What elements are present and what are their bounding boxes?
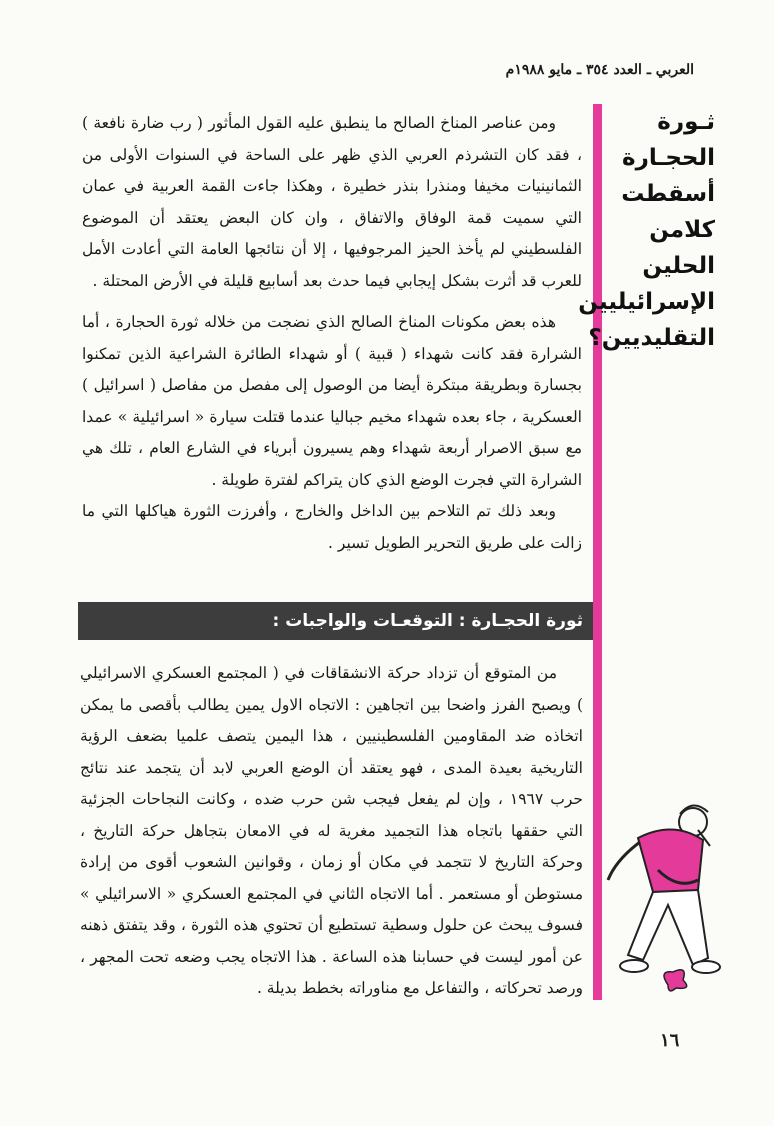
side-title-line: ثـورة: [657, 109, 715, 135]
running-head: العربي ـ العدد ٣٥٤ ـ مايو ١٩٨٨م: [505, 62, 694, 78]
body-section-2: [80, 658, 583, 1005]
side-title: [578, 104, 715, 356]
cartoon-figure-icon: [598, 780, 733, 995]
side-title-line: أسقطت: [621, 181, 715, 207]
side-title-line: التقليديين؟: [588, 325, 715, 351]
side-title-line: الحجـارة: [622, 145, 715, 171]
side-title-line: الإسرائيليين: [578, 289, 715, 315]
section-heading: ثورة الحجـارة : التوقعـات والواجبات :: [78, 602, 593, 640]
paragraph: وبعد ذلك تم التلاحم بين الداخل والخارج ، وأفرزت الثورة هياكلها التي ما زالت على طريق التحرير الطويل تسير .: [82, 502, 582, 552]
paragraph: ومن عناصر المناخ الصالح ما ينطبق عليه القول المأثور ( رب ضارة نافعة ) ، فقد كان التشرذم العربي الذي ظهر على الساحة في السنوات الأولى من الثمانينيات مخيفا ومنذرا بنذر خطيرة ، وهكذا جاءت القمة العربية في عمان التي سميت قمة الوفاق والاتفاق ، وان كان البعض يعتقد أن الموضوع الفلسطيني لم يأخذ الحيز المرجوفيها ، إلا أن نتائجها العامة التي أعادت الأمل للعرب قد أثرت بشكل إيجابي فيما حدث بعد أسابيع قليلة في الأرض المحتلة .: [82, 114, 582, 290]
side-title-line: الحلين: [642, 253, 715, 279]
paragraph: من المتوقع أن تزداد حركة الانشقاقات في ( المجتمع العسكري الاسرائيلي ) ويصبح الفرز واضحا بين اتجاهين : الاتجاه الاول يمين يطالب بأقصى ما يمكن اتخاذه ضد المقاومين الفلسطينيين ، هذا اليمين يتصف علميا بضعف الرؤية التاريخية بعيدة المدى ، فهو يعتقد أن الوضع العربي لابد أن يتجمد عند نتائج حرب ١٩٦٧ ، وإن لم يفعل فيجب شن حرب ضده ، وكانت النجاحات الجزئية التي حققها باتجاه هذا التجميد مغرية له في الامعان بتجاهل حركة التاريخ ، وحركة التاريخ لا تتجمد في مكان أو زمان ، وقوانين الشعوب أقوى من إرادة مستوطن أو مستعمر . أما الاتجاه الثاني في المجتمع العسكري « الاسرائيلي » فسوف يبحث عن حلول وسطية تستطيع أن تحتوي هذه الثورة ، وقد يتفتق ذهنه عن أمور ليست في حسابنا هذه الساعة . هذا الاتجاه يجب وضعه تحت المجهر ، ورصد تحركاته ، والتفاعل مع مناوراته بخطط بديلة .: [80, 664, 584, 997]
page-number: ١٦: [660, 1030, 680, 1051]
side-title-line: كلامن: [649, 217, 715, 243]
body-section-1: [82, 108, 582, 559]
paragraph: هذه بعض مكونات المناخ الصالح الذي نضجت من خلاله ثورة الحجارة ، أما الشرارة فقد كانت شهداء ( قبية ) أو شهداء الطائرة الشراعية الذين تمكنوا بجسارة وبطريقة مبتكرة أيضا من الوصول إلى مفصل من مفاصل ( اسرائيل ) العسكرية ، جاء بعده شهداء مخيم جباليا عندما قتلت سيارة « اسرائيلية » عمدا مع سبق الاصرار أربعة شهداء وهم يسيرون أبرياء في الشارع العام ، تلك هي الشرارة التي فجرت الوضع الذي كان يتراكم لفترة طويلة .: [82, 313, 582, 489]
